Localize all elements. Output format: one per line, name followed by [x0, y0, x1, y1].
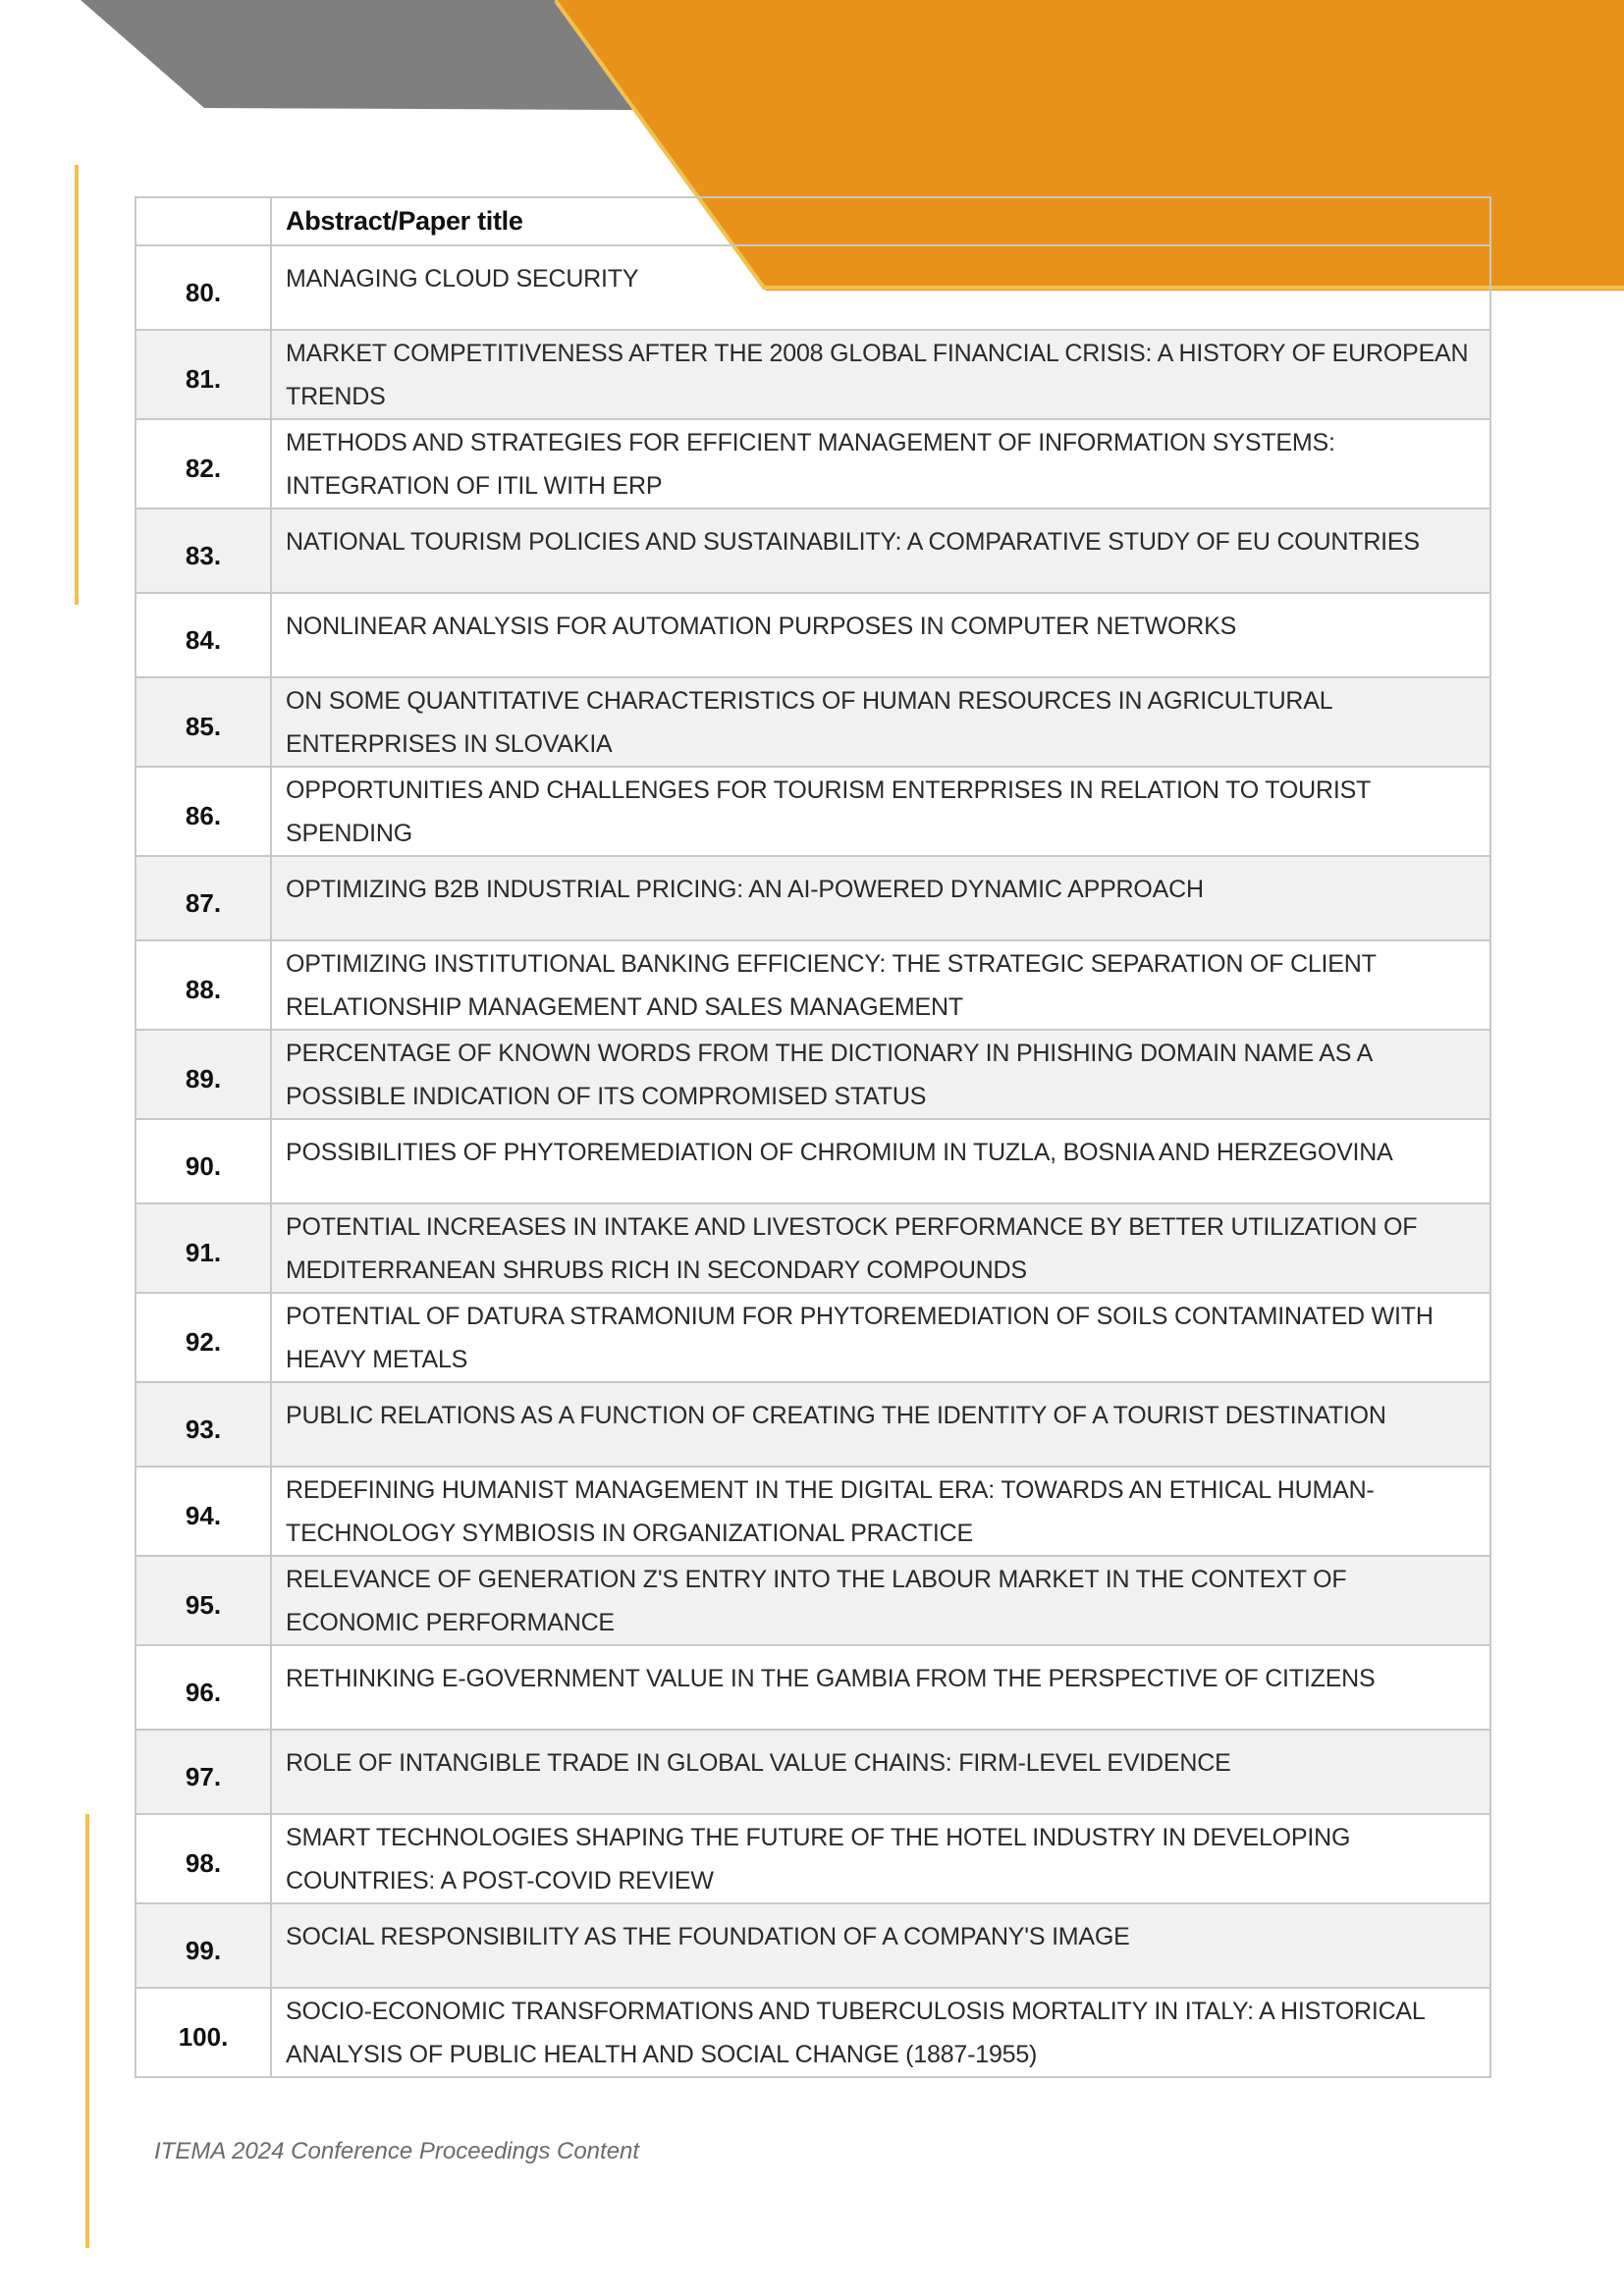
paper-number: 99. [135, 1903, 271, 1988]
paper-title: POTENTIAL OF DATURA STRAMONIUM FOR PHYTOREMEDIATION OF SOILS CONTAMINATED WITH HEAVY METALS [271, 1293, 1490, 1382]
paper-number: 84. [135, 593, 271, 677]
paper-number: 93. [135, 1382, 271, 1467]
paper-title: SMART TECHNOLOGIES SHAPING THE FUTURE OF THE HOTEL INDUSTRY IN DEVELOPING COUNTRIES: A POST-COVID REVIEW [271, 1814, 1490, 1903]
paper-title: OPPORTUNITIES AND CHALLENGES FOR TOURISM ENTERPRISES IN RELATION TO TOURIST SPENDING [271, 767, 1490, 856]
paper-number: 95. [135, 1556, 271, 1645]
title-column-header: Abstract/Paper title [271, 197, 1490, 245]
paper-title: RETHINKING E-GOVERNMENT VALUE IN THE GAMBIA FROM THE PERSPECTIVE OF CITIZENS [271, 1645, 1490, 1730]
paper-number: 86. [135, 767, 271, 856]
table-row [135, 940, 1490, 1030]
paper-title: ROLE OF INTANGIBLE TRADE IN GLOBAL VALUE CHAINS: FIRM-LEVEL EVIDENCE [271, 1730, 1490, 1814]
table-row [135, 330, 1490, 419]
table-row [135, 1293, 1490, 1382]
paper-number: 81. [135, 330, 271, 419]
table-row [135, 1903, 1490, 1988]
paper-title: MANAGING CLOUD SECURITY [271, 245, 1490, 330]
page-footer: ITEMA 2024 Conference Proceedings Content [154, 2138, 640, 2164]
paper-title: SOCIAL RESPONSIBILITY AS THE FOUNDATION OF A COMPANY'S IMAGE [271, 1903, 1490, 1988]
table-header-row [135, 197, 1490, 245]
table-row [135, 767, 1490, 856]
paper-number: 100. [135, 1988, 271, 2077]
table-row [135, 1730, 1490, 1814]
paper-number: 87. [135, 856, 271, 940]
table-row [135, 1203, 1490, 1293]
table-row [135, 593, 1490, 677]
table-row [135, 856, 1490, 940]
table-row [135, 419, 1490, 508]
paper-title: METHODS AND STRATEGIES FOR EFFICIENT MANAGEMENT OF INFORMATION SYSTEMS: INTEGRATION OF ITIL WITH ERP [271, 419, 1490, 508]
paper-title: NATIONAL TOURISM POLICIES AND SUSTAINABILITY: A COMPARATIVE STUDY OF EU COUNTRIES [271, 508, 1490, 593]
table-row [135, 1988, 1490, 2077]
paper-number: 80. [135, 245, 271, 330]
grey-header-band [81, 0, 634, 110]
table-row [135, 1814, 1490, 1903]
paper-title: POTENTIAL INCREASES IN INTAKE AND LIVESTOCK PERFORMANCE BY BETTER UTILIZATION OF MEDITERRANEAN SHRUBS RICH IN SECONDARY COMPOUNDS [271, 1203, 1490, 1293]
paper-number: 85. [135, 677, 271, 767]
table-row [135, 508, 1490, 593]
table-row [135, 1382, 1490, 1467]
paper-number: 94. [135, 1467, 271, 1556]
paper-number: 98. [135, 1814, 271, 1903]
table-row [135, 1556, 1490, 1645]
paper-number: 83. [135, 508, 271, 593]
paper-number: 89. [135, 1030, 271, 1119]
paper-title: PUBLIC RELATIONS AS A FUNCTION OF CREATING THE IDENTITY OF A TOURIST DESTINATION [271, 1382, 1490, 1467]
paper-number: 92. [135, 1293, 271, 1382]
paper-title: ON SOME QUANTITATIVE CHARACTERISTICS OF HUMAN RESOURCES IN AGRICULTURAL ENTERPRISES IN SLOVAKIA [271, 677, 1490, 767]
paper-title: NONLINEAR ANALYSIS FOR AUTOMATION PURPOSES IN COMPUTER NETWORKS [271, 593, 1490, 677]
left-accent-rule-top [75, 165, 79, 605]
table-row [135, 1030, 1490, 1119]
table-row [135, 1119, 1490, 1203]
paper-title: RELEVANCE OF GENERATION Z'S ENTRY INTO THE LABOUR MARKET IN THE CONTEXT OF ECONOMIC PERFORMANCE [271, 1556, 1490, 1645]
paper-number: 90. [135, 1119, 271, 1203]
paper-title: OPTIMIZING B2B INDUSTRIAL PRICING: AN AI-POWERED DYNAMIC APPROACH [271, 856, 1490, 940]
paper-title: PERCENTAGE OF KNOWN WORDS FROM THE DICTIONARY IN PHISHING DOMAIN NAME AS A POSSIBLE INDICATION OF ITS COMPROMISED STATUS [271, 1030, 1490, 1119]
table-row [135, 1645, 1490, 1730]
paper-number: 91. [135, 1203, 271, 1293]
table-row [135, 1467, 1490, 1556]
paper-number: 82. [135, 419, 271, 508]
table-row [135, 245, 1490, 330]
table-row [135, 677, 1490, 767]
contents-table [135, 196, 1491, 2078]
paper-title: REDEFINING HUMANIST MANAGEMENT IN THE DIGITAL ERA: TOWARDS AN ETHICAL HUMAN-TECHNOLOGY SYMBIOSIS IN ORGANIZATIONAL PRACTICE [271, 1467, 1490, 1556]
paper-title: POSSIBILITIES OF PHYTOREMEDIATION OF CHROMIUM IN TUZLA, BOSNIA AND HERZEGOVINA [271, 1119, 1490, 1203]
paper-number: 96. [135, 1645, 271, 1730]
left-accent-rule-bottom [85, 1814, 89, 2248]
paper-number: 97. [135, 1730, 271, 1814]
paper-number: 88. [135, 940, 271, 1030]
paper-title: OPTIMIZING INSTITUTIONAL BANKING EFFICIENCY: THE STRATEGIC SEPARATION OF CLIENT RELATIONSHIP MANAGEMENT AND SALES MANAGEMENT [271, 940, 1490, 1030]
table-body [135, 245, 1490, 2077]
number-column-header [135, 197, 271, 245]
paper-title: MARKET COMPETITIVENESS AFTER THE 2008 GLOBAL FINANCIAL CRISIS: A HISTORY OF EUROPEAN TRENDS [271, 330, 1490, 419]
paper-title: SOCIO-ECONOMIC TRANSFORMATIONS AND TUBERCULOSIS MORTALITY IN ITALY: A HISTORICAL ANALYSIS OF PUBLIC HEALTH AND SOCIAL CHANGE (1887-1955) [271, 1988, 1490, 2077]
